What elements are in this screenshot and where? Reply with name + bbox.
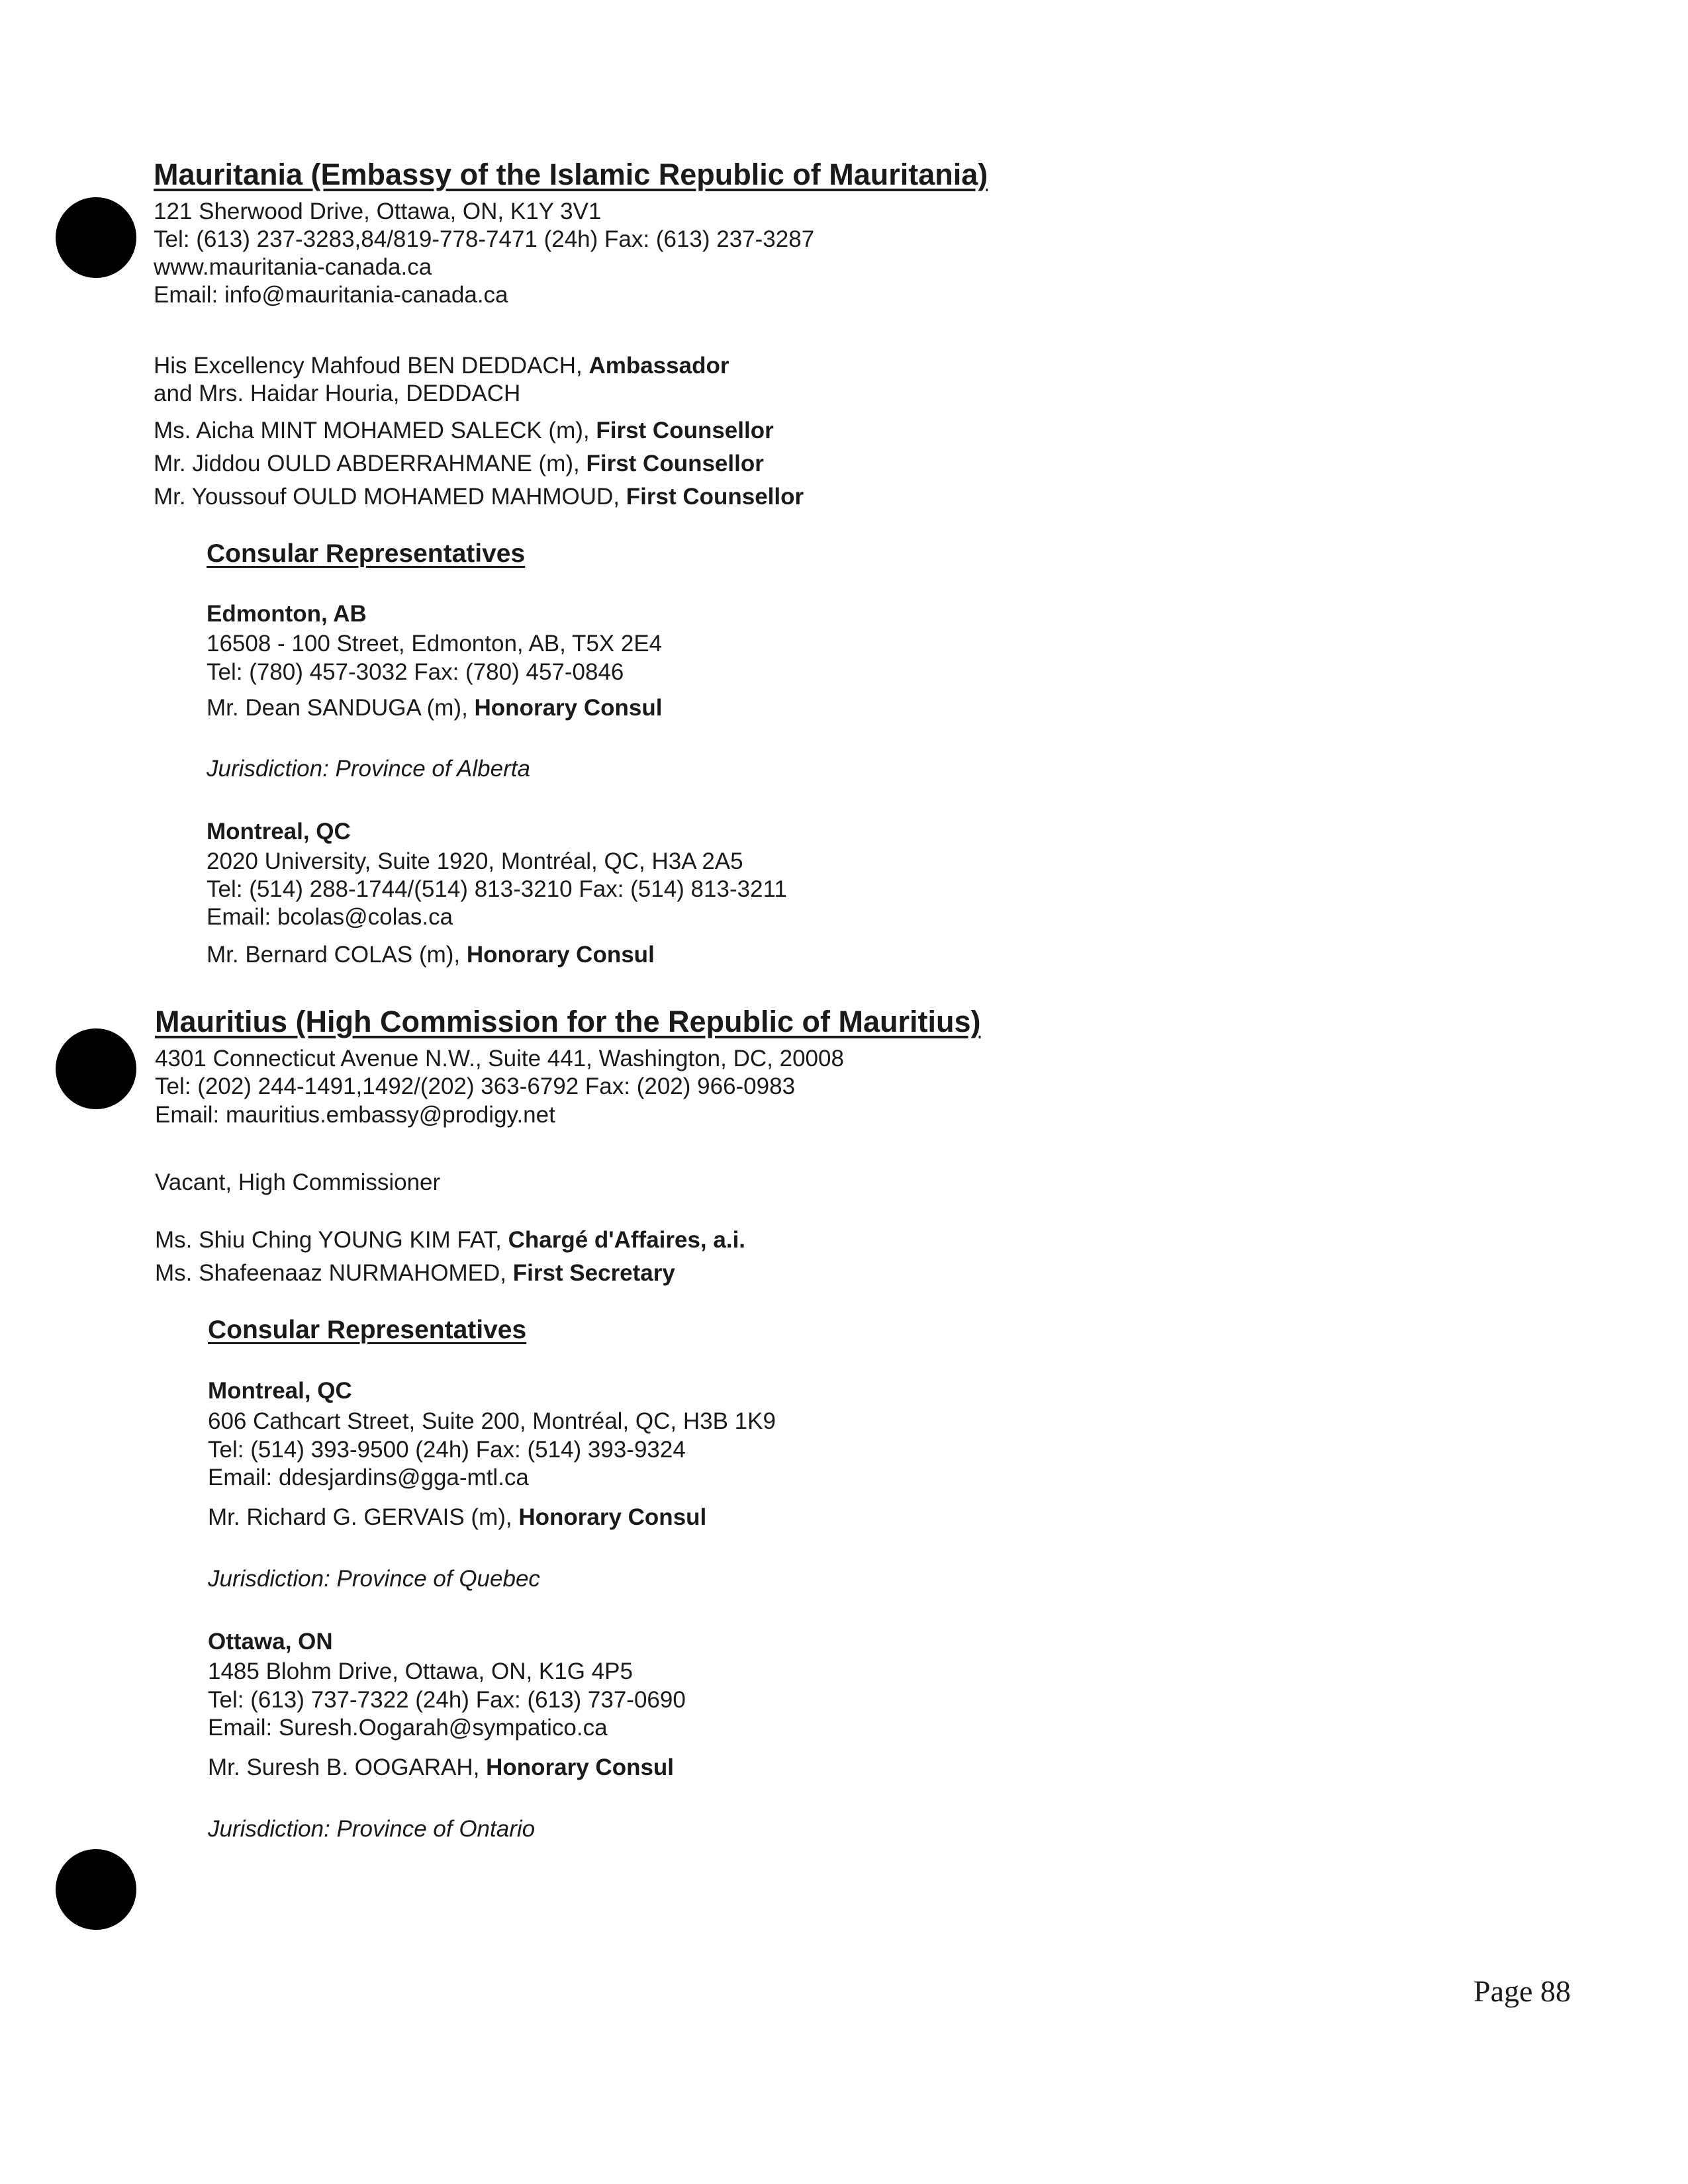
- staff-name: Ms. Shafeenaaz NURMAHOMED,: [155, 1260, 513, 1286]
- consulate-address: 2020 University, Suite 1920, Montréal, QC, H3A 2A5: [207, 848, 743, 874]
- staff-line: [154, 485, 804, 508]
- consulate-email: Email: ddesjardins@gga-mtl.ca: [208, 1465, 529, 1490]
- consulate-address: 1485 Blohm Drive, Ottawa, ON, K1G 4P5: [208, 1659, 633, 1684]
- staff-title: Ambassador: [588, 353, 729, 379]
- mauritania-tel: Tel: (613) 237-3283,84/819-778-7471 (24h) Fax: (613) 237-3287: [154, 226, 815, 252]
- consular-heading: Consular Representatives: [208, 1316, 527, 1344]
- staff-title: First Counsellor: [596, 418, 774, 443]
- consulate-email: Email: bcolas@colas.ca: [207, 904, 453, 930]
- mauritania-email: Email: info@mauritania-canada.ca: [154, 282, 508, 308]
- consulate-city: Edmonton, AB: [207, 601, 367, 627]
- consulate-city: Montreal, QC: [207, 819, 351, 844]
- mauritius-address: 4301 Connecticut Avenue N.W., Suite 441, Washington, DC, 20008: [155, 1046, 844, 1071]
- mauritius-email: Email: mauritius.embassy@prodigy.net: [155, 1102, 555, 1128]
- staff-title: First Counsellor: [586, 451, 764, 477]
- consulate-address: 606 Cathcart Street, Suite 200, Montréal, QC, H3B 1K9: [208, 1408, 776, 1434]
- staff-name: Ms. Shiu Ching YOUNG KIM FAT,: [155, 1227, 508, 1253]
- hole-punch-mark: [56, 197, 136, 278]
- staff-line: [154, 419, 774, 442]
- staff-name: Ms. Aicha MINT MOHAMED SALECK (m),: [154, 418, 596, 443]
- staff-line: [154, 452, 764, 475]
- staff-line: [154, 354, 729, 377]
- hole-punch-mark: [56, 1849, 136, 1930]
- hole-punch-mark: [56, 1028, 136, 1109]
- staff-title: First Counsellor: [626, 484, 804, 510]
- mauritius-tel: Tel: (202) 244-1491,1492/(202) 363-6792 Fax: (202) 966-0983: [155, 1073, 796, 1099]
- mauritania-address: 121 Sherwood Drive, Ottawa, ON, K1Y 3V1: [154, 199, 602, 224]
- consulate-person: Mr. Suresh B. OOGARAH, Honorary Consul: [208, 1754, 675, 1780]
- consulate-person: Mr. Dean SANDUGA (m), Honorary Consul: [207, 695, 663, 721]
- consulate-tel: Tel: (514) 288-1744/(514) 813-3210 Fax: (514) 813-3211: [207, 876, 787, 902]
- staff-title: First Secretary: [512, 1260, 675, 1286]
- consulate-email: Email: Suresh.Oogarah@sympatico.ca: [208, 1715, 608, 1741]
- consulate-person: Mr. Bernard COLAS (m), Honorary Consul: [207, 942, 655, 968]
- staff-name: Mr. Youssouf OULD MOHAMED MAHMOUD,: [154, 484, 626, 510]
- consulate-tel: Tel: (613) 737-7322 (24h) Fax: (613) 737-0690: [208, 1687, 686, 1713]
- staff-line: [155, 1228, 745, 1251]
- staff-line: [154, 382, 520, 405]
- consulate-tel: Tel: (780) 457-3032 Fax: (780) 457-0846: [207, 659, 624, 685]
- staff-name: and Mrs. Haidar Houria, DEDDACH: [154, 381, 521, 406]
- staff-name: His Excellency Mahfoud BEN DEDDACH,: [154, 353, 589, 379]
- consular-heading: Consular Representatives: [207, 539, 526, 568]
- consulate-tel: Tel: (514) 393-9500 (24h) Fax: (514) 393-9324: [208, 1437, 686, 1463]
- staff-title: Chargé d'Affaires, a.i.: [508, 1227, 746, 1253]
- consulate-person: Mr. Richard G. GERVAIS (m), Honorary Consul: [208, 1504, 707, 1530]
- consulate-address: 16508 - 100 Street, Edmonton, AB, T5X 2E4: [207, 631, 663, 657]
- page-number: Page 88: [1474, 1974, 1571, 2008]
- consulate-jurisdiction: Jurisdiction: Province of Ontario: [208, 1816, 536, 1842]
- consulate-jurisdiction: Jurisdiction: Province of Alberta: [207, 756, 530, 782]
- mauritania-website: www.mauritania-canada.ca: [154, 254, 432, 280]
- consulate-jurisdiction: Jurisdiction: Province of Quebec: [208, 1566, 540, 1592]
- vacant-high-commissioner: Vacant, High Commissioner: [155, 1169, 441, 1195]
- consulate-city: Montreal, QC: [208, 1378, 352, 1404]
- mauritania-heading: Mauritania (Embassy of the Islamic Republic of Mauritania): [154, 158, 988, 191]
- consulate-city: Ottawa, ON: [208, 1629, 333, 1655]
- staff-line: [155, 1261, 675, 1285]
- staff-name: Mr. Jiddou OULD ABDERRAHMANE (m),: [154, 451, 586, 477]
- mauritius-heading: Mauritius (High Commission for the Republic of Mauritius): [155, 1005, 981, 1038]
